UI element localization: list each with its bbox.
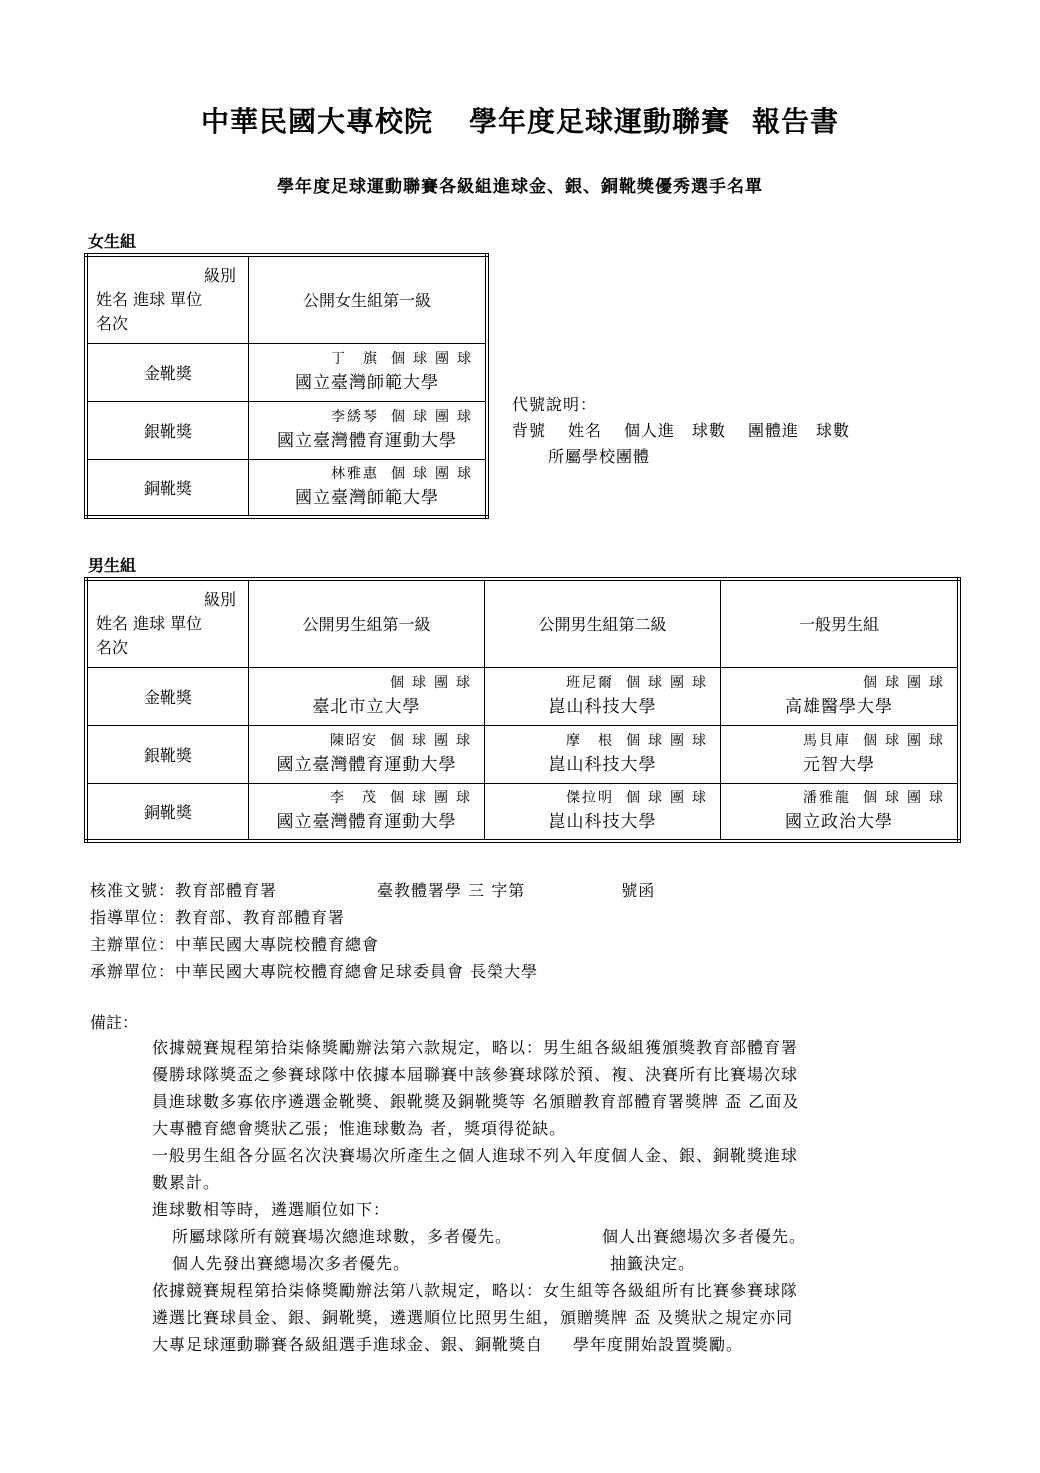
award-cell: 個 球 團 球 高雄醫學大學	[721, 667, 960, 725]
award-cell: 林雅惠 個 球 團 球 國立臺灣師範大學	[249, 459, 488, 517]
award-label: 銅靴獎	[86, 783, 249, 841]
award-label: 銅靴獎	[86, 459, 249, 517]
table-row	[86, 343, 487, 401]
award-label: 銀靴獎	[86, 725, 249, 783]
female-awards-table	[84, 253, 489, 519]
approval-number: 核准文號：教育部體育署 臺教體署學 三 字第 號函	[90, 881, 656, 900]
award-cell: 傑拉明 個 球 團 球 崑山科技大學	[485, 783, 721, 841]
award-cell: 丁 旗 個 球 團 球 國立臺灣師範大學	[249, 343, 488, 401]
host-unit: 承辦單位：中華民國大專院校體育總會足球委員會 長榮大學	[90, 962, 539, 981]
guidance-unit: 指導單位：教育部、教育部體育署	[90, 908, 346, 927]
award-cell: 班尼爾 個 球 團 球 崑山科技大學	[485, 667, 721, 725]
table-row	[86, 459, 487, 517]
award-cell: 李綉琴 個 球 團 球 國立臺灣體育運動大學	[249, 401, 488, 459]
female-group-heading: 女生組	[88, 232, 137, 251]
remarks-body: 依據競賽規程第拾柒條獎勵辦法第六款規定，略以：男生組各級組獲頒獎教育部體育署 優勝球隊獎盃之參賽球隊中依據本屆聯賽中該參賽球隊於預、複、決賽所有比賽場次球 員進球數多寡依序遴選金靴獎、銀靴獎及銅靴獎等 名頒贈教育部體育署獎牌 盃 乙面及 大專體育總會獎狀乙張；惟進球數為 者，獎項得從缺。 一般男生組各分區名次決賽場次所產生之個人進球不列入年度個人金、銀、銅靴獎進球 數累計。 進球數相等時，遴選順位如下： 所屬球隊所有競賽場次總進球數，多者優先。 個人出賽總場次多者優先。 個人先發出賽總場次多者優先。 抽籤決定。 依據競賽規程第拾柒條獎勵辦法第八款規定，略以：女生組等各級組所有比賽參賽球隊 遴選比賽球員金、銀、銅靴獎，遴選順位比照男生組，頒贈獎牌 盃 及獎狀之規定亦同 大專足球運動聯賽各級組選手進球金、銀、銅靴獎自 學年度開始設置獎勵。	[152, 1038, 807, 1354]
page-subtitle: 學年度足球運動聯賽各級組進球金、銀、銅靴獎優秀選手名單	[277, 177, 763, 197]
table-row	[86, 401, 487, 459]
page-title: 中華民國大專校院 學年度足球運動聯賽 報告書	[200, 105, 840, 138]
organizer-unit: 主辦單位：中華民國大專院校體育總會	[90, 935, 380, 954]
award-cell: 個 球 團 球 臺北市立大學	[249, 667, 485, 725]
award-cell: 李 茂 個 球 團 球 國立臺灣體育運動大學	[249, 783, 485, 841]
remarks-label: 備註：	[90, 1013, 139, 1032]
legend: 代號說明： 背號 姓名 個人進 球數 團體進 球數 所屬學校團體	[512, 395, 851, 466]
award-label: 金靴獎	[86, 667, 249, 725]
column-header: 公開男生組第一級	[249, 579, 485, 667]
award-cell: 潘雅龍 個 球 團 球 國立政治大學	[721, 783, 960, 841]
table-corner-header: 級別 姓名 進球 單位 名次	[86, 255, 249, 343]
table-row	[86, 783, 959, 841]
male-awards-table	[84, 577, 961, 843]
table-row	[86, 667, 959, 725]
organizer-info	[90, 877, 655, 985]
column-header: 公開男生組第二級	[485, 579, 721, 667]
award-cell: 陳昭安 個 球 團 球 國立臺灣體育運動大學	[249, 725, 485, 783]
column-header: 公開女生組第一級	[249, 255, 488, 343]
table-corner-header: 級別 姓名 進球 單位 名次	[86, 579, 249, 667]
table-row	[86, 725, 959, 783]
column-header: 一般男生組	[721, 579, 960, 667]
award-label: 金靴獎	[86, 343, 249, 401]
award-label: 銀靴獎	[86, 401, 249, 459]
male-group-heading: 男生組	[88, 556, 137, 575]
award-cell: 摩 根 個 球 團 球 崑山科技大學	[485, 725, 721, 783]
award-cell: 馬貝庫 個 球 團 球 元智大學	[721, 725, 960, 783]
